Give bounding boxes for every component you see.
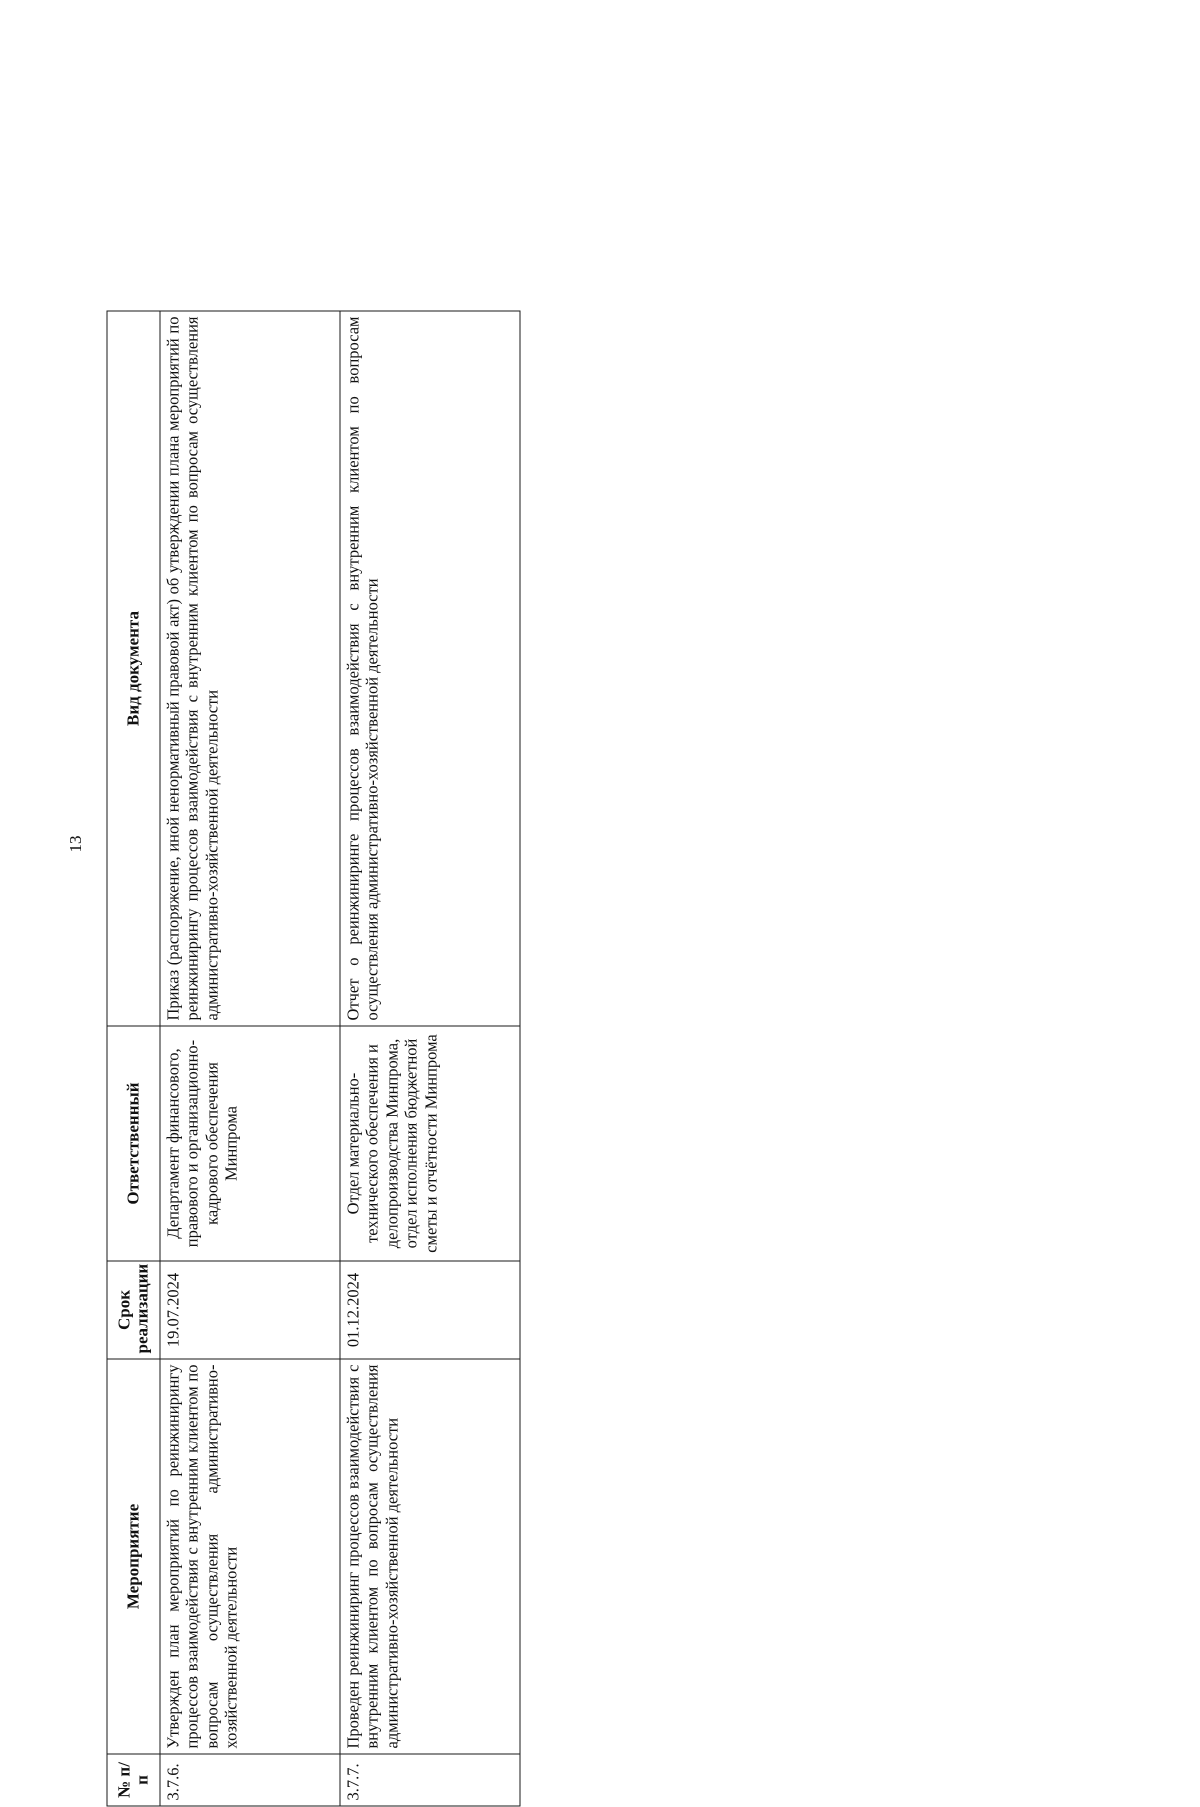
table-row (160, 311, 340, 1806)
header-doc-type: Вид документа (107, 311, 160, 1026)
cell-event: Проведен реинжиниринг процессов взаимодействия с внутренним клиентом по вопросам осуществления административно-хозяйственной деятельности (340, 1359, 520, 1754)
plan-table-wrapper (107, 312, 521, 1807)
header-event: Мероприятие (107, 1359, 160, 1754)
cell-doc-type: Приказ (распоряжение, иной ненормативный правовой акт) об утверждении плана мероприятий по реинжинирингу процессов взаимодействия с внутренним клиентом по вопросам осуществления административно-хозяйственной деятельности (160, 311, 340, 1026)
header-num: № п/п (107, 1754, 160, 1806)
table-row (340, 311, 520, 1806)
cell-num: 3.7.6. (160, 1754, 340, 1806)
cell-num: 3.7.7. (340, 1754, 520, 1806)
cell-date: 01.12.2024 (340, 1261, 520, 1359)
page-number: 13 (66, 835, 85, 853)
header-date: Срок реализации (107, 1261, 160, 1359)
cell-event: Утвержден план мероприятий по реинжинирингу процессов взаимодействия с внутренним клиентом по вопросам осуществления административно-хозяйственной деятельности (160, 1359, 340, 1754)
cell-responsible: Отдел материально-технического обеспечения и делопроизводства Минпрома, отдел исполнения бюджетной сметы и отчётности Минпрома (340, 1026, 520, 1261)
table-header-row (107, 311, 160, 1806)
cell-responsible: Департамент финансового, правового и организационно-кадрового обеспечения Минпрома (160, 1026, 340, 1261)
cell-doc-type: Отчет о реинжиниринге процессов взаимодействия с внутренним клиентом по вопросам осуществления административно-хозяйственной деятельности (340, 311, 520, 1026)
header-responsible: Ответственный (107, 1026, 160, 1261)
cell-date: 19.07.2024 (160, 1261, 340, 1359)
plan-table (107, 311, 521, 1807)
